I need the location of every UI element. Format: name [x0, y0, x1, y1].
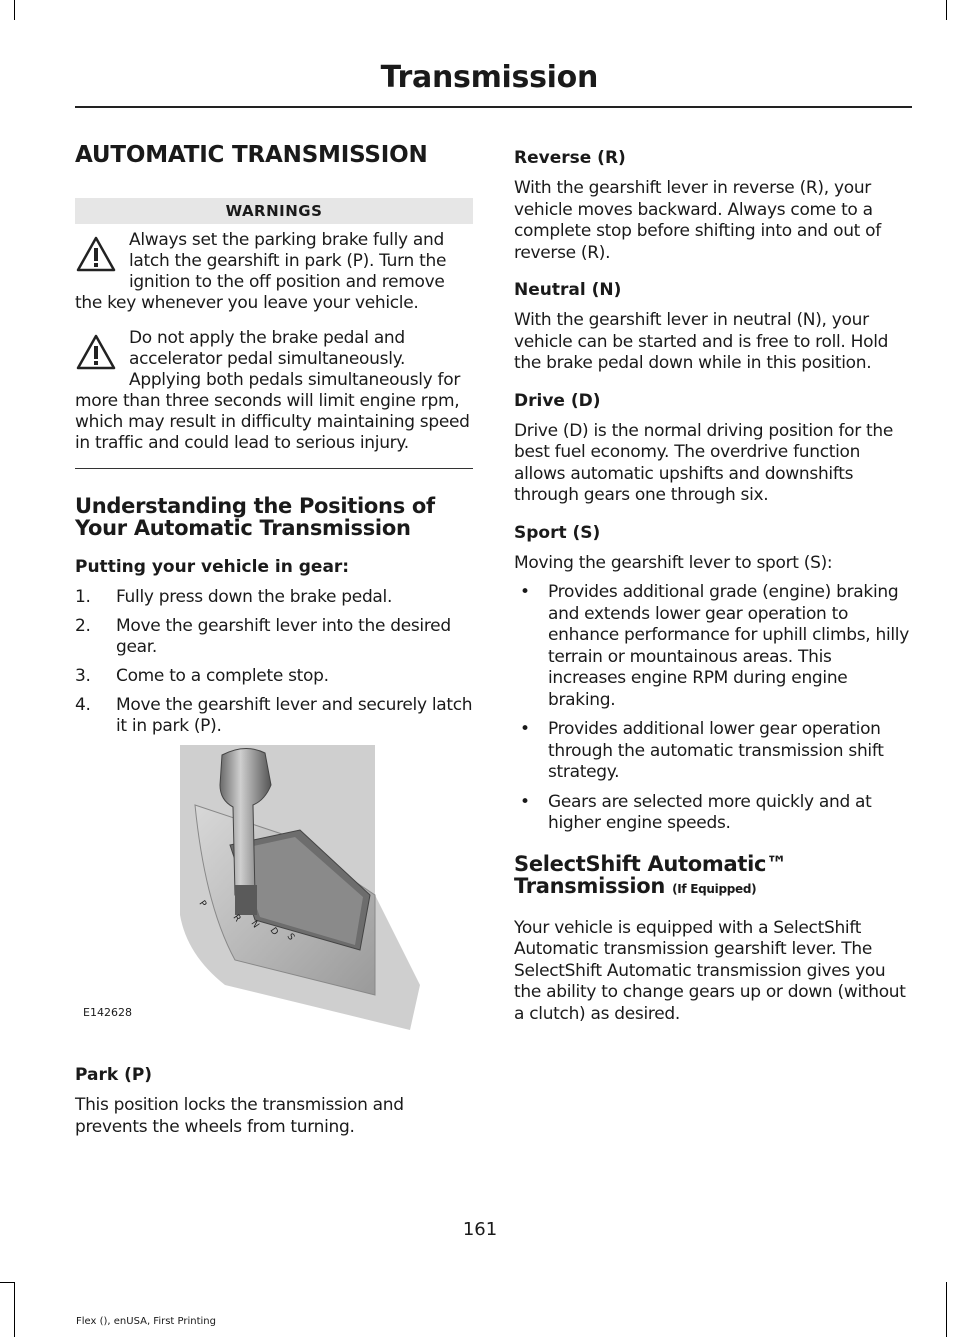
- reverse-text: With the gearshift lever in reverse (R), your vehicle moves backward. Always come to a complete stop before shifting into and out of reverse (R).: [514, 178, 881, 263]
- warnings-heading: WARNINGS: [75, 198, 473, 224]
- gear-letter-d: D: [267, 925, 280, 938]
- gearshift-figure: [75, 745, 473, 1045]
- crop-mark-top-right: [946, 0, 947, 20]
- header-rule: [75, 106, 912, 108]
- gear-letter-s: S: [284, 931, 297, 943]
- list-item: 2. Move the gearshift lever into the desired gear.: [75, 616, 451, 657]
- sport-bullets: [514, 582, 909, 835]
- gearshift-illustration: [75, 745, 473, 1045]
- crop-mark-bottom-left: [14, 1282, 15, 1337]
- crop-mark-bottom-left-h: [0, 1282, 14, 1283]
- page-header-title: Transmission: [380, 60, 598, 95]
- neutral-text: With the gearshift lever in neutral (N), your vehicle can be started and is free to roll. Hold the brake pedal down while in this position.: [514, 310, 889, 373]
- sport-intro: Moving the gearshift lever to sport (S):: [514, 552, 833, 573]
- warning-triangle-icon: [75, 234, 117, 276]
- selectshift-heading: SelectShift Automatic™ Transmission (If Equipped): [514, 851, 787, 898]
- right-column: [514, 148, 909, 1041]
- gear-intro: Putting your vehicle in gear:: [75, 557, 350, 577]
- neutral-heading: Neutral (N): [514, 280, 622, 300]
- crop-mark-bottom-right: [946, 1282, 947, 1337]
- list-item: 3. Come to a complete stop.: [75, 666, 329, 686]
- selectshift-text: Your vehicle is equipped with a SelectShift Automatic transmission gearshift lever. The SelectShift Automatic transmission gives you the ability to change gears up or down (without a clutch) as desired.: [514, 917, 906, 1024]
- gear-letter-n: N: [248, 918, 261, 931]
- page-number: 161: [462, 1219, 498, 1240]
- warning-triangle-icon: [75, 332, 117, 374]
- if-equipped-note: (If Equipped): [672, 881, 757, 896]
- sport-heading: Sport (S): [514, 522, 601, 543]
- park-heading: Park (P): [75, 1065, 153, 1085]
- section-title: Understanding the Positions of Your Automatic Transmission: [75, 494, 435, 540]
- reverse-heading: Reverse (R): [514, 148, 626, 168]
- list-item: • Provides additional grade (engine) braking and extends lower gear operation to enhance performance for uphill climbs, hilly terrain or mountainous areas. This increases engine RPM during engine braking.: [514, 582, 909, 711]
- warnings-end-rule: [75, 468, 473, 469]
- list-item: 4. Move the gearshift lever and securely latch it in park (P).: [75, 695, 473, 736]
- drive-text: Drive (D) is the normal driving position for the best fuel economy. The overdrive function allows automatic upshifts and downshifts through gears one through six.: [514, 420, 894, 505]
- footer-text: Flex (), enUSA, First Printing: [76, 1316, 216, 1327]
- list-item: 1. Fully press down the brake pedal.: [75, 587, 393, 607]
- gear-letter-p: P: [196, 898, 208, 910]
- warning-1: [75, 230, 473, 314]
- crop-mark-top-left: [14, 0, 15, 20]
- list-item: • Gears are selected more quickly and at higher engine speeds.: [514, 792, 909, 835]
- warning-2-text: Do not apply the brake pedal and accelerator pedal simultaneously. Applying both pedals simultaneously for more than three seconds will limit engine rpm, which may result in difficulty maintaining speed in traffic and could lead to serious injury.: [75, 328, 470, 453]
- warning-1-text: Always set the parking brake fully and latch the gearshift in park (P). Turn the ignition to the off position and remove the key whenever you leave your vehicle.: [75, 230, 447, 313]
- chapter-title: AUTOMATIC TRANSMISSION: [75, 142, 428, 168]
- park-text: This position locks the transmission and prevents the wheels from turning.: [75, 1095, 404, 1137]
- gear-letter-r: R: [230, 912, 243, 924]
- steps-list: [75, 587, 473, 737]
- warning-2: [75, 328, 473, 454]
- left-column: [75, 142, 473, 1154]
- list-item: • Provides additional lower gear operation through the automatic transmission shift strategy.: [514, 719, 909, 784]
- figure-id: E142628: [83, 1006, 132, 1019]
- drive-heading: Drive (D): [514, 390, 601, 411]
